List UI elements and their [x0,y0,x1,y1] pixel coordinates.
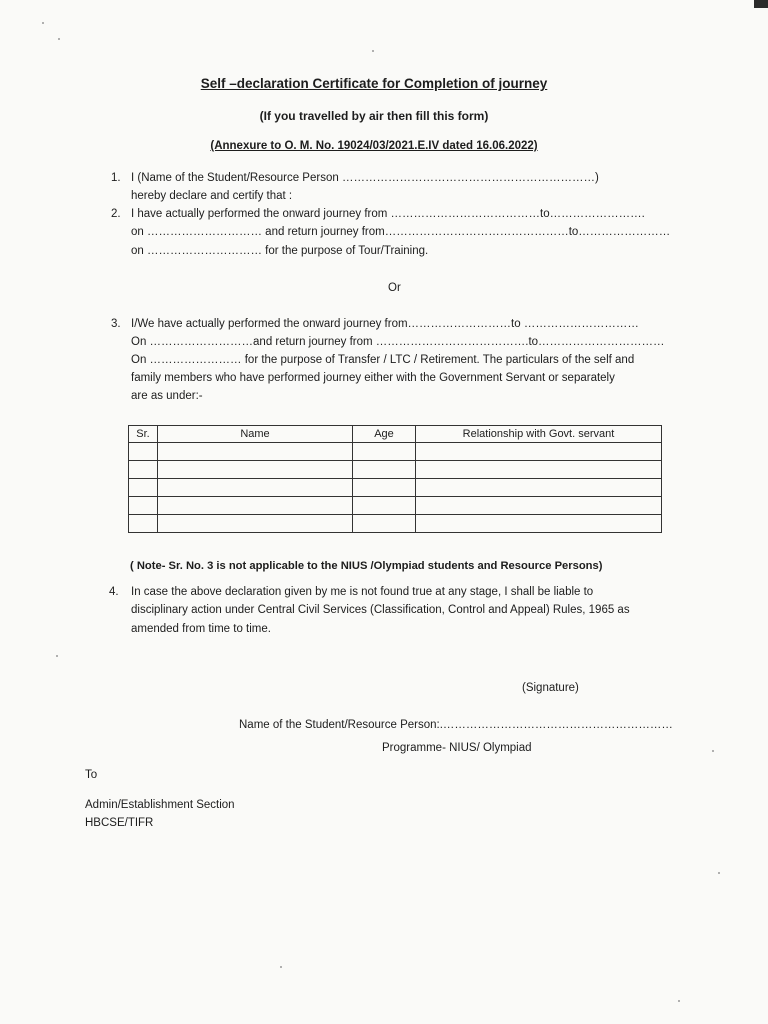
item-3-line-4: family members who have performed journey either with the Government Servant or separately [131,372,615,384]
scan-speck [372,50,374,52]
table-cell[interactable] [353,443,416,461]
table-cell[interactable] [158,497,353,515]
table-cell[interactable] [158,479,353,497]
scan-speck [58,38,60,40]
table-cell[interactable] [158,515,353,533]
table-row [129,479,662,497]
item-3-line-2: On ………………………and return journey from ………………………………….to…………………………… [131,336,665,348]
table-cell[interactable] [129,479,158,497]
table-cell[interactable] [129,497,158,515]
scan-speck [712,750,714,752]
note-text: ( Note- Sr. No. 3 is not applicable to the NIUS /Olympiad students and Resource Persons) [130,560,603,572]
table-cell[interactable] [416,479,662,497]
name-of-person-line: Name of the Student/Resource Person:.…………………………………………………… [239,719,673,731]
table-row [129,443,662,461]
item-number-1: 1. [111,172,121,184]
table-cell[interactable] [416,443,662,461]
address-line-2: HBCSE/TIFR [85,817,154,829]
col-header-relationship: Relationship with Govt. servant [416,426,662,443]
item-3-line-5: are as under:- [131,390,203,402]
col-header-age: Age [353,426,416,443]
table-cell[interactable] [158,443,353,461]
programme-label: Programme- NIUS/ Olympiad [382,742,532,754]
scan-speck [678,1000,680,1002]
table-cell[interactable] [416,461,662,479]
or-separator: Or [388,282,401,294]
table-cell[interactable] [353,479,416,497]
table-cell[interactable] [158,461,353,479]
item-3-line-3: On …………………… for the purpose of Transfer / LTC / Retirement. The particulars of the self and [131,354,635,366]
annexure-reference: (Annexure to O. M. No. 19024/03/2021.E.IV dated 16.06.2022) [210,140,538,152]
item-4-line-1: In case the above declaration given by me is not found true at any stage, I shall be liable to [131,586,594,598]
table-cell[interactable] [129,515,158,533]
item-3-line-1: I/We have actually performed the onward journey from………………………to ………………………… [131,318,639,330]
col-header-sr: Sr. [129,426,158,443]
document-title: Self –declaration Certificate for Completion of journey [200,76,548,91]
item-4-line-2: disciplinary action under Central Civil Services (Classification, Control and Appeal) Rules, 1965 as [131,604,630,616]
address-to: To [85,769,98,781]
item-number-4: 4. [109,586,119,598]
scan-speck [56,655,58,657]
item-number-3: 3. [111,318,121,330]
table-cell[interactable] [353,461,416,479]
item-1-line-2: hereby declare and certify that : [131,190,293,202]
table-cell[interactable] [129,443,158,461]
item-2-line-2: on ………………………… and return journey from…………………………………………to…………………… [131,226,671,238]
signature-label: (Signature) [522,682,579,694]
scan-speck [718,872,720,874]
family-members-table [128,425,662,533]
item-1-line-1: I (Name of the Student/Resource Person …………………………………………………………) [131,172,599,184]
scan-edge-mark [754,0,768,8]
document-subtitle: (If you travelled by air then fill this form) [259,109,489,123]
item-2-line-1: I have actually performed the onward journey from …………………………………to……………………. [131,208,645,220]
table-row [129,461,662,479]
col-header-name: Name [158,426,353,443]
item-2-line-3: on ………………………… for the purpose of Tour/Training. [131,245,429,257]
table-row [129,515,662,533]
table-cell[interactable] [353,515,416,533]
item-4-line-3: amended from time to time. [131,623,271,635]
table-header-row [129,426,662,443]
address-line-1: Admin/Establishment Section [85,799,235,811]
table-cell[interactable] [129,461,158,479]
scan-speck [42,22,44,24]
table-cell[interactable] [416,497,662,515]
item-number-2: 2. [111,208,121,220]
table-row [129,497,662,515]
address-block [85,796,235,832]
table-cell[interactable] [416,515,662,533]
scan-speck [280,966,282,968]
table-cell[interactable] [353,497,416,515]
